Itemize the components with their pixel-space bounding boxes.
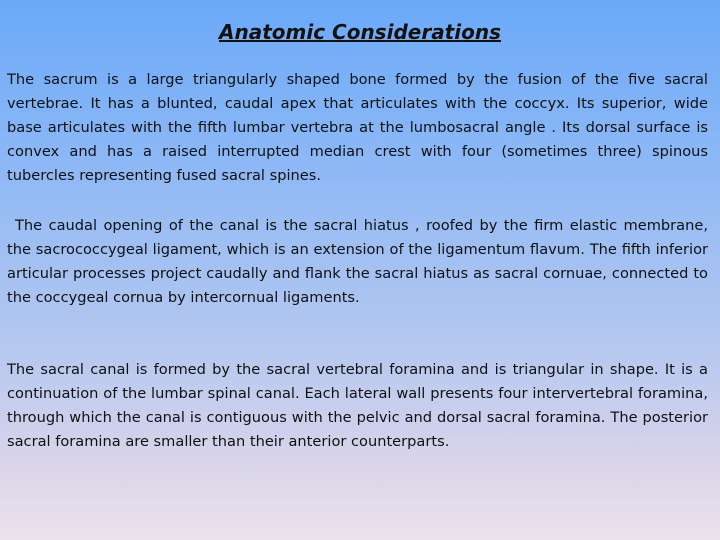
- paragraph-sacral-canal: The sacral canal is formed by the sacral vertebral foramina and is triangular in shape. It is a continuation of the lumbar spinal canal. Each lateral wall presents four intervertebral foramina, through which the canal is contiguous with the pelvic and dorsal sacral foramina. The posterior sacral foramina are smaller than their anterior counterparts.: [7, 361, 708, 450]
- paragraph-sacrum-overview: The sacrum is a large triangularly shaped bone formed by the fusion of the five sacral vertebrae. It has a blunted, caudal apex that articulates with the coccyx. Its superior, wide base articulates with the fifth lumbar vertebra at the lumbosacral angle . Its dorsal surface is convex and has a raised interrupted median crest with four (sometimes three) spinous tubercles representing fused sacral spines.: [7, 71, 708, 184]
- slide-title: Anatomic Considerations: [219, 20, 501, 44]
- paragraph-sacral-hiatus: The caudal opening of the canal is the sacral hiatus , roofed by the firm elastic membrane, the sacrococcygeal ligament, which is an extension of the ligamentum flavum. The fifth inferior articular processes project caudally and flank the sacral hiatus as sacral cornuae, connected to the coccygeal cornua by intercornual ligaments.: [7, 217, 708, 306]
